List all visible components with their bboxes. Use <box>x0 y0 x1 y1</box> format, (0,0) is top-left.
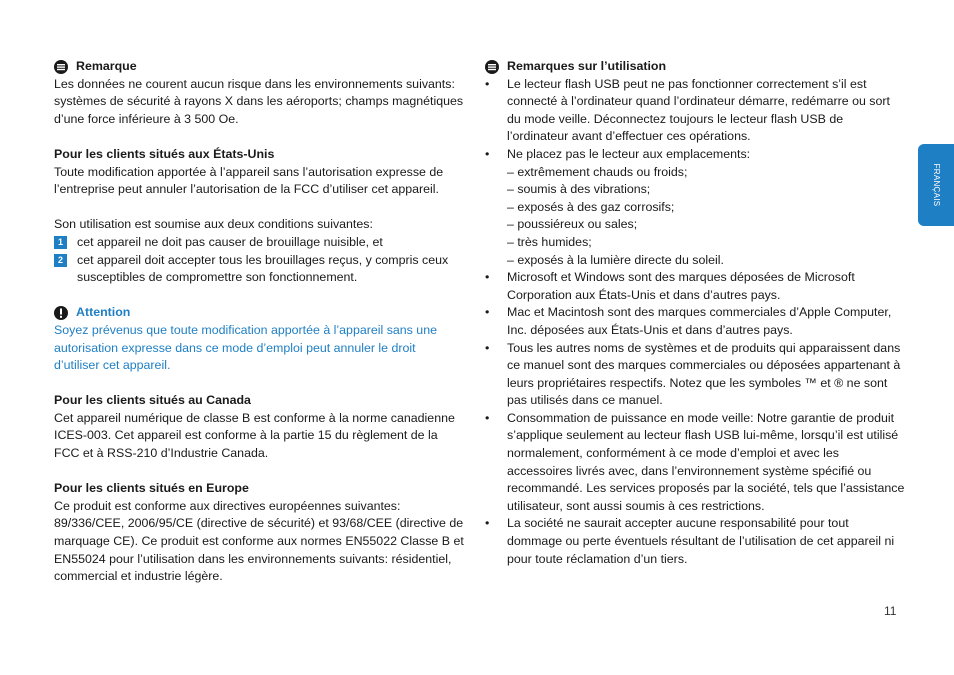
condition-text: cet appareil doit accepter tous les brouillages reçus, y compris ceux susceptibles de compromettre son fonctionnement. <box>77 252 449 285</box>
right-column <box>485 58 905 568</box>
dash-item: – exposés à des gaz corrosifs; <box>507 199 675 214</box>
dash-item: – soumis à des vibrations; <box>507 182 651 197</box>
number-badge: 1 <box>54 236 67 249</box>
note-icon <box>54 60 68 74</box>
dash-item: – exposés à la lumière directe du soleil. <box>507 252 724 267</box>
dash-item: – très humides; <box>507 234 592 249</box>
dash-item: – poussiéreux ou sales; <box>507 217 638 232</box>
usage-title: Remarques sur l’utilisation <box>507 59 667 73</box>
condition-item <box>54 234 464 252</box>
canada-heading: Pour les clients situés au Canada <box>54 393 251 408</box>
remark-heading <box>54 58 464 76</box>
list-item: • La société ne saurait accepter aucune responsabilité pour tout dommage ou perte éventuels résultant de l’utilisation de cet appareil ni pour toute réclamation d’un tiers. <box>485 515 905 568</box>
usa-text: Toute modification apportée à l’appareil sans l’autorisation expresse de l’entreprise peut annuler l’autorisation de la FCC d’utiliser cet appareil. <box>54 164 444 197</box>
canada-text: Cet appareil numérique de classe B est conforme à la norme canadienne ICES-003. Cet appareil est conforme à la partie 15 du règlement de la FCC et à RSS-210 d’Industrie Canada. <box>54 410 455 461</box>
europe-text: Ce produit est conforme aux directives européennes suivantes: 89/336/CEE, 2006/95/CE (directive de sécurité) et 93/68/CEE (directive de marquage CE). Ce produit est conforme aux normes EN55022 Classe B et EN55024 pour l’utilisation dans les environnements suivants: résidentiel, commercial et industrie légère. <box>54 498 464 584</box>
list-item: • Le lecteur flash USB peut ne pas fonctionner correctement s’il est connecté à l’ordinateur quand l’ordinateur démarre, redémarre ou sort du mode veille. Déconnectez toujours le lecteur flash USB de l’ordinateur avant d’effectuer ces opérations. <box>485 76 905 146</box>
usage-heading <box>485 58 905 76</box>
language-tab <box>918 144 954 226</box>
number-badge: 2 <box>54 254 67 267</box>
condition-item <box>54 252 464 287</box>
page-number: 11 <box>884 604 897 618</box>
list-item: • Consommation de puissance en mode veille: Notre garantie de produit s’applique seulement au lecteur flash USB lui-même, lorsqu’il est utilisé normalement, conformément à ce mode d’emploi et avec les accessoires livrés avec, dans l’environnement système spécifié ou recommandé. Les services proposés par la société, tels que l’assistance utilisateur, sont aussi soumis à ces restrictions. <box>485 410 905 516</box>
dash-item: – extrêmement chauds ou froids; <box>507 164 688 179</box>
language-tab-label: FRANÇAIS <box>931 163 941 207</box>
attention-heading <box>54 304 464 322</box>
list-item: • Microsoft et Windows sont des marques déposées de Microsoft Corporation aux États-Unis et dans d’autres pays. <box>485 269 905 304</box>
usa-conditions-intro: Son utilisation est soumise aux deux conditions suivantes: <box>54 217 373 232</box>
remark-text: Les données ne courent aucun risque dans les environnements suivants: systèmes de sécurité à rayons X dans les aéroports; champs magnétiques d’une force inférieure à 3 500 Oe. <box>54 76 464 126</box>
attention-title: Attention <box>76 305 131 320</box>
warning-icon <box>54 306 68 320</box>
usage-list <box>485 76 905 569</box>
remark-title: Remarque <box>76 59 137 73</box>
list-item: • Ne placez pas le lecteur aux emplacements: <box>485 146 905 164</box>
attention-text: Soyez prévenus que toute modification apportée à l’appareil sans une autorisation expresse dans ce mode d’emploi peut annuler le droit d’utiliser cet appareil. <box>54 322 437 373</box>
note-icon <box>485 60 499 74</box>
europe-heading: Pour les clients situés en Europe <box>54 481 249 496</box>
left-column <box>54 58 464 586</box>
condition-text: cet appareil ne doit pas causer de brouillage nuisible, et <box>77 234 383 249</box>
list-item: • Mac et Macintosh sont des marques commerciales d’Apple Computer, Inc. déposées aux États-Unis et dans d’autres pays. <box>485 304 905 339</box>
list-item: • Tous les autres noms de systèmes et de produits qui apparaissent dans ce manuel sont des marques commerciales ou déposées appartenant à leurs propriétaires respectifs. Notez que les symboles ™ et ® ne sont pas utilisés dans ce manuel. <box>485 340 905 410</box>
usa-heading: Pour les clients situés aux États-Unis <box>54 146 275 161</box>
